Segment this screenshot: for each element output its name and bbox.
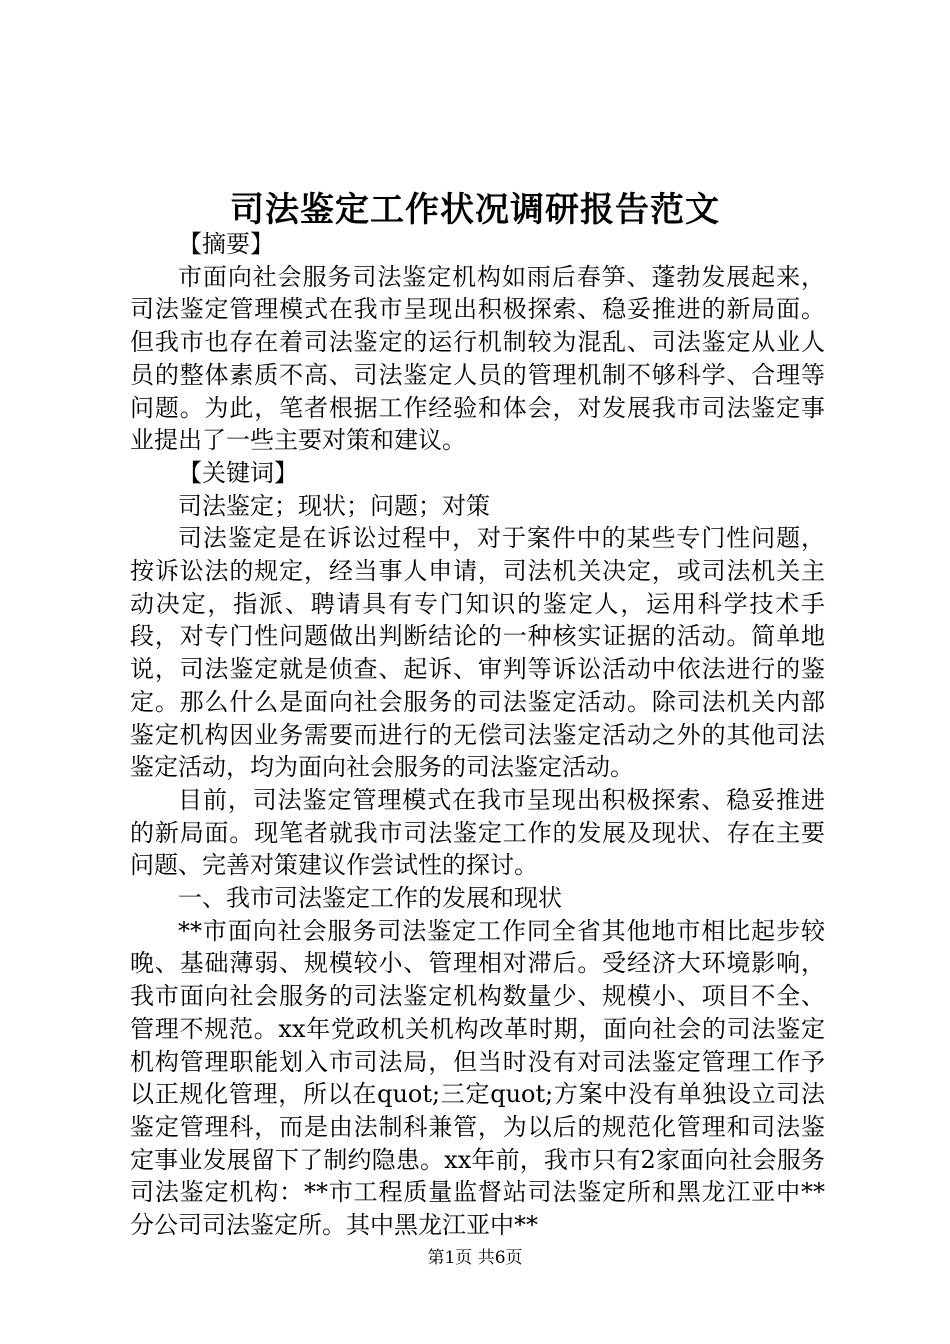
document-body: [130, 228, 825, 1242]
document-title: 司法鉴定工作状况调研报告范文: [230, 190, 720, 230]
page-number: 第1页 共6页: [427, 1248, 523, 1268]
keywords-paragraph: 司法鉴定；现状；问题；对策: [178, 491, 490, 520]
section-1-paragraph: **市面向社会服务司法鉴定工作同全省其他地市相比起步较晚、基础薄弱、规模较小、管理相对滞后。受经济大环境影响，我市面向社会服务的司法鉴定机构数量少、规模小、项目不全、管理不规范。xx年党政机关机构改革时期，面向社会的司法鉴定机构管理职能划入市司法局，但当时没有对司法鉴定管理工作予以正规化管理，所以在quot;三定quot;方案中没有单独设立司法鉴定管理科，而是由法制科兼管，为以后的规范化管理和司法鉴定事业发展留下了制约隐患。xx年前，我市只有2家面向社会服务司法鉴定机构：**市工程质量监督站司法鉴定所和黑龙江亚中**分公司司法鉴定所。其中黑龙江亚中**: [130, 916, 825, 1240]
current-situation-paragraph: 目前，司法鉴定管理模式在我市呈现出积极探索、稳妥推进的新局面。现笔者就我市司法鉴定工作的发展及现状、存在主要问题、完善对策建议作尝试性的探讨。: [130, 785, 825, 880]
abstract-heading: 【摘要】: [178, 230, 274, 258]
section-1-heading: 一、我市司法鉴定工作的发展和现状: [178, 884, 562, 913]
keywords-heading: 【关键词】: [178, 458, 298, 487]
abstract-paragraph: 市面向社会服务司法鉴定机构如雨后春笋、蓬勃发展起来，司法鉴定管理模式在我市呈现出积极探索、稳妥推进的新局面。但我市也存在着司法鉴定的运行机制较为混乱、司法鉴定从业人员的整体素质不高、司法鉴定人员的管理机制不够科学、合理等问题。为此，笔者根据工作经验和体会，对发展我市司法鉴定事业提出了一些主要对策和建议。: [130, 262, 825, 455]
definition-paragraph: 司法鉴定是在诉讼过程中，对于案件中的某些专门性问题，按诉讼法的规定，经当事人申请，司法机关决定，或司法机关主动决定，指派、聘请具有专门知识的鉴定人，运用科学技术手段，对专门性问题做出判断结论的一种核实证据的活动。简单地说，司法鉴定就是侦查、起诉、审判等诉讼活动中依法进行的鉴定。那么什么是面向社会服务的司法鉴定活动。除司法机关内部鉴定机构因业务需要而进行的无偿司法鉴定活动之外的其他司法鉴定活动，均为面向社会服务的司法鉴定活动。: [130, 524, 825, 782]
